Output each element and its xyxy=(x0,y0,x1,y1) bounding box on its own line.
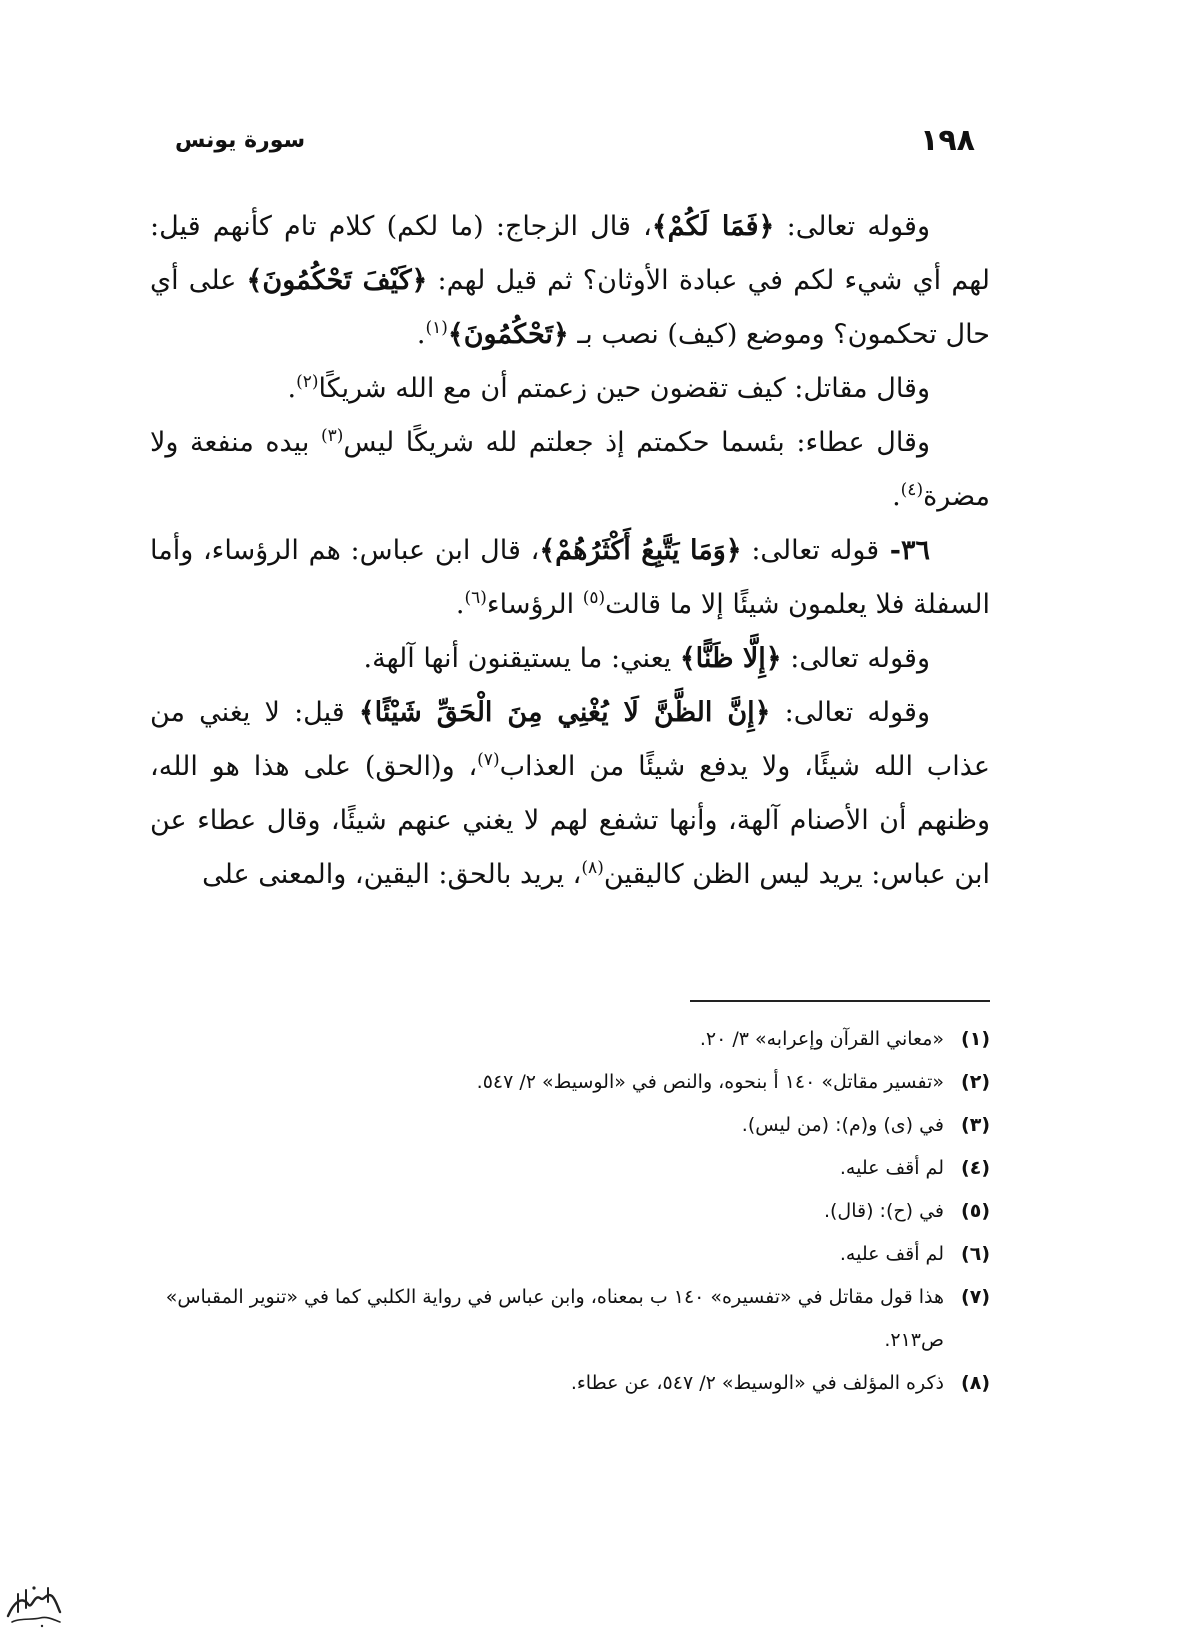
text-run: بيده منفعة ولا مضرة xyxy=(150,427,990,512)
footnote-text: في (ح): (قال). xyxy=(823,1200,944,1222)
page-header xyxy=(175,115,975,165)
text-run: وقال مقاتل: كيف تقضون حين زعمتم أن مع الله شريكًا xyxy=(318,373,930,404)
footnote-item xyxy=(150,1018,990,1061)
footnote-text: في (ى) و(م): (من ليس). xyxy=(741,1114,944,1136)
text-run: . xyxy=(892,481,901,512)
footnote-text: ذكره المؤلف في «الوسيط» ٢/ ٥٤٧، عن عطاء. xyxy=(570,1372,944,1394)
quran-quote: ﴿إِلَّا ظَنًّا﴾ xyxy=(679,643,782,674)
footnote-text: لم أقف عليه. xyxy=(839,1243,944,1265)
text-run: قوله تعالى: xyxy=(741,535,880,566)
footnote-ref[interactable]: (٨) xyxy=(581,858,604,878)
footnote-text: هذا قول مقاتل في «تفسيره» ١٤٠ ب بمعناه، وابن عباس في رواية الكلبي كما في «تنوير المقباس» ص٢١٣. xyxy=(165,1286,944,1351)
text-run: ، قال الزجاج: (ما لكم) كلام تام كأنهم قيل: لهم أي شيء لكم في عبادة الأوثان؟ ثم قيل لهم: xyxy=(150,211,990,296)
page-number: ١٩٨ xyxy=(920,122,975,158)
footnote-item xyxy=(150,1276,990,1362)
paragraph-5 xyxy=(150,632,990,686)
text-run: ، و(الحق) على هذا هو الله، وظنهم أن الأصنام آلهة، وأنها تشفع لهم لا يغني عنهم شيئًا، وقال عطاء عن ابن عباس: يريد ليس الظن كاليقين xyxy=(150,751,990,890)
footnote-item xyxy=(150,1147,990,1190)
paragraph-4 xyxy=(150,524,990,632)
footnote-number: (٦) xyxy=(961,1243,990,1265)
footnote-text: لم أقف عليه. xyxy=(839,1157,944,1179)
footnote-item xyxy=(150,1061,990,1104)
text-run: . xyxy=(416,319,426,350)
footnote-text: «تفسير مقاتل» ١٤٠ أ بنحوه، والنص في «الوسيط» ٢/ ٥٤٧. xyxy=(476,1071,944,1093)
paragraph-6 xyxy=(150,686,990,902)
footnote-number: (٢) xyxy=(961,1071,990,1093)
footnote-number: (١) xyxy=(961,1028,990,1050)
text-run: قيل: لا يغني من عذاب الله شيئًا، ولا يدفع شيئًا من العذاب xyxy=(150,697,990,782)
footnote-item xyxy=(150,1190,990,1233)
publisher-logo xyxy=(4,1582,64,1630)
text-run: وقوله تعالى: xyxy=(774,211,931,242)
footnote-number: (٤) xyxy=(961,1157,990,1179)
footnote-ref[interactable]: (٦) xyxy=(464,588,487,608)
paragraph-1 xyxy=(150,200,990,362)
footnote-item xyxy=(150,1104,990,1147)
footnote-ref[interactable]: (١) xyxy=(425,318,448,338)
quran-quote: ﴿وَمَا يَتَّبِعُ أَكْثَرُهُمْ﴾ xyxy=(539,535,742,566)
footnote-item xyxy=(150,1233,990,1276)
text-run: يعني: ما يستيقنون أنها آلهة. xyxy=(363,643,680,674)
verse-number: ٣٦- xyxy=(879,535,930,566)
quran-quote: ﴿فَمَا لَكُمْ﴾ xyxy=(651,211,775,242)
footnote-ref[interactable]: (٧) xyxy=(477,750,500,770)
paragraph-2 xyxy=(150,362,990,416)
footnotes-section xyxy=(150,1018,990,1405)
main-text xyxy=(150,200,990,902)
footnote-ref[interactable]: (٣) xyxy=(320,426,344,446)
footnote-number: (٧) xyxy=(961,1286,990,1308)
footnote-ref[interactable]: (٥) xyxy=(582,588,606,608)
quran-quote: ﴿تَحْكُمُونَ﴾ xyxy=(447,319,569,350)
text-run: . xyxy=(287,373,297,404)
footnote-ref[interactable]: (٢) xyxy=(296,372,319,392)
text-run: وقال عطاء: بئسما حكمتم إذ جعلتم لله شريكًا ليس xyxy=(343,427,931,458)
quran-quote: ﴿إِنَّ الظَّنَّ لَا يُغْنِي مِنَ الْحَقِّ شَيْئًا﴾ xyxy=(358,697,771,728)
footnote-item xyxy=(150,1362,990,1405)
text-run: ، قال ابن عباس: هم الرؤساء، وأما السفلة فلا يعلمون شيئًا إلا ما قالت xyxy=(150,535,990,620)
text-run: ، يريد بالحق: اليقين، والمعنى على xyxy=(202,859,582,890)
text-run: . xyxy=(455,589,465,620)
footnote-number: (٥) xyxy=(961,1200,990,1222)
footnote-text: «معاني القرآن وإعرابه» ٣/ ٢٠. xyxy=(699,1028,944,1050)
footnote-number: (٨) xyxy=(961,1372,990,1394)
footnote-number: (٣) xyxy=(961,1114,990,1136)
footnote-divider xyxy=(690,1000,990,1002)
running-title: سورة يونس xyxy=(175,127,306,153)
text-run: الرؤساء xyxy=(486,589,583,620)
footnote-ref[interactable]: (٤) xyxy=(900,480,924,500)
text-run: على أي حال تحكمون؟ وموضع (كيف) نصب بـ xyxy=(150,265,990,350)
paragraph-3 xyxy=(150,416,990,524)
text-run: وقوله تعالى: xyxy=(781,643,930,674)
quran-quote: ﴿كَيْفَ تَحْكُمُونَ﴾ xyxy=(246,265,428,296)
text-run: وقوله تعالى: xyxy=(770,697,930,728)
